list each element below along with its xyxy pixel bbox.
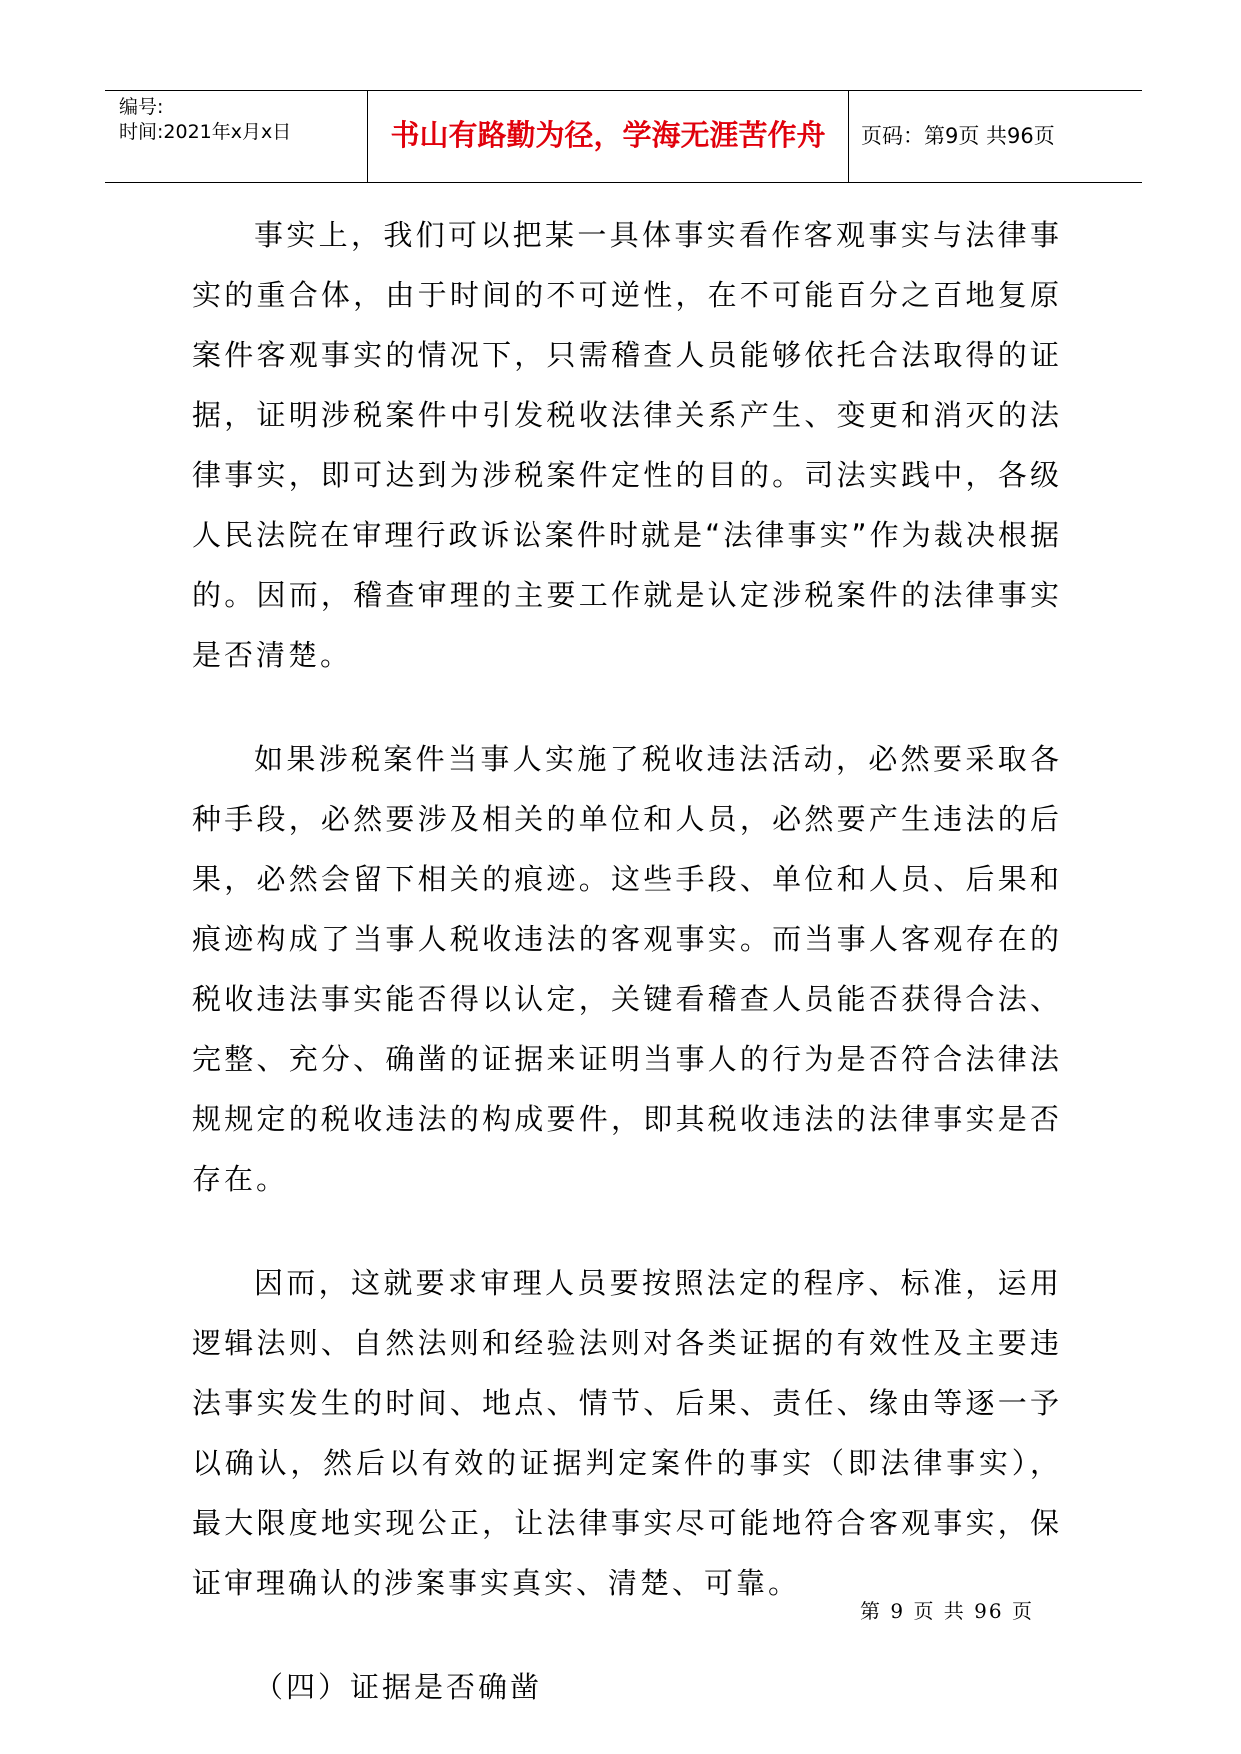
header-motto-cell [368, 91, 849, 182]
document-body [192, 205, 1062, 1717]
document-number-label: 编号: [119, 96, 164, 118]
body-paragraph-1: 事实上，我们可以把某一具体事实看作客观事实与法律事实的重合体，由于时间的不可逆性，在不可能百分之百地复原案件客观事实的情况下，只需稽查人员能够依托合法取得的证据，证明涉税案件中引发税收法律关系产生、变更和消灭的法律事实，即可达到为涉税案件定性的目的。司法实践中，各级人民法院在审理行政诉讼案件时就是“法律事实”作为裁决根据的。因而，稽查审理的主要工作就是认定涉税案件的法律事实是否清楚。 [192, 218, 1062, 672]
header-page-cell [849, 91, 1142, 182]
header-meta-cell [105, 91, 368, 182]
page-header [105, 90, 1142, 183]
page-footer: 第 9 页 共 96 页 [860, 1599, 1034, 1623]
document-date: 时间:2021年x月x日 [119, 121, 292, 143]
body-paragraph-3: 因而，这就要求审理人员要按照法定的程序、标准，运用逻辑法则、自然法则和经验法则对各类证据的有效性及主要违法事实发生的时间、地点、情节、后果、责任、缘由等逐一予以确认，然后以有效的证据判定案件的事实（即法律事实），最大限度地实现公正，让法律事实尽可能地符合客观事实，保证审理确认的涉案事实真实、清楚、可靠。 [192, 1266, 1062, 1600]
header-page-code: 页码：第9页 共96页 [861, 124, 1055, 148]
body-paragraph-2: 如果涉税案件当事人实施了税收违法活动，必然要采取各种手段，必然要涉及相关的单位和人员，必然要产生违法的后果，必然会留下相关的痕迹。这些手段、单位和人员、后果和痕迹构成了当事人税收违法的客观事实。而当事人客观存在的税收违法事实能否得以认定，关键看稽查人员能否获得合法、完整、充分、确凿的证据来证明当事人的行为是否符合法律法规规定的税收违法的构成要件，即其税收违法的法律事实是否存在。 [192, 742, 1062, 1196]
header-motto: 书山有路勤为径，学海无涯苦作舟 [390, 118, 826, 152]
section-heading: （四）证据是否确凿 [254, 1670, 543, 1704]
